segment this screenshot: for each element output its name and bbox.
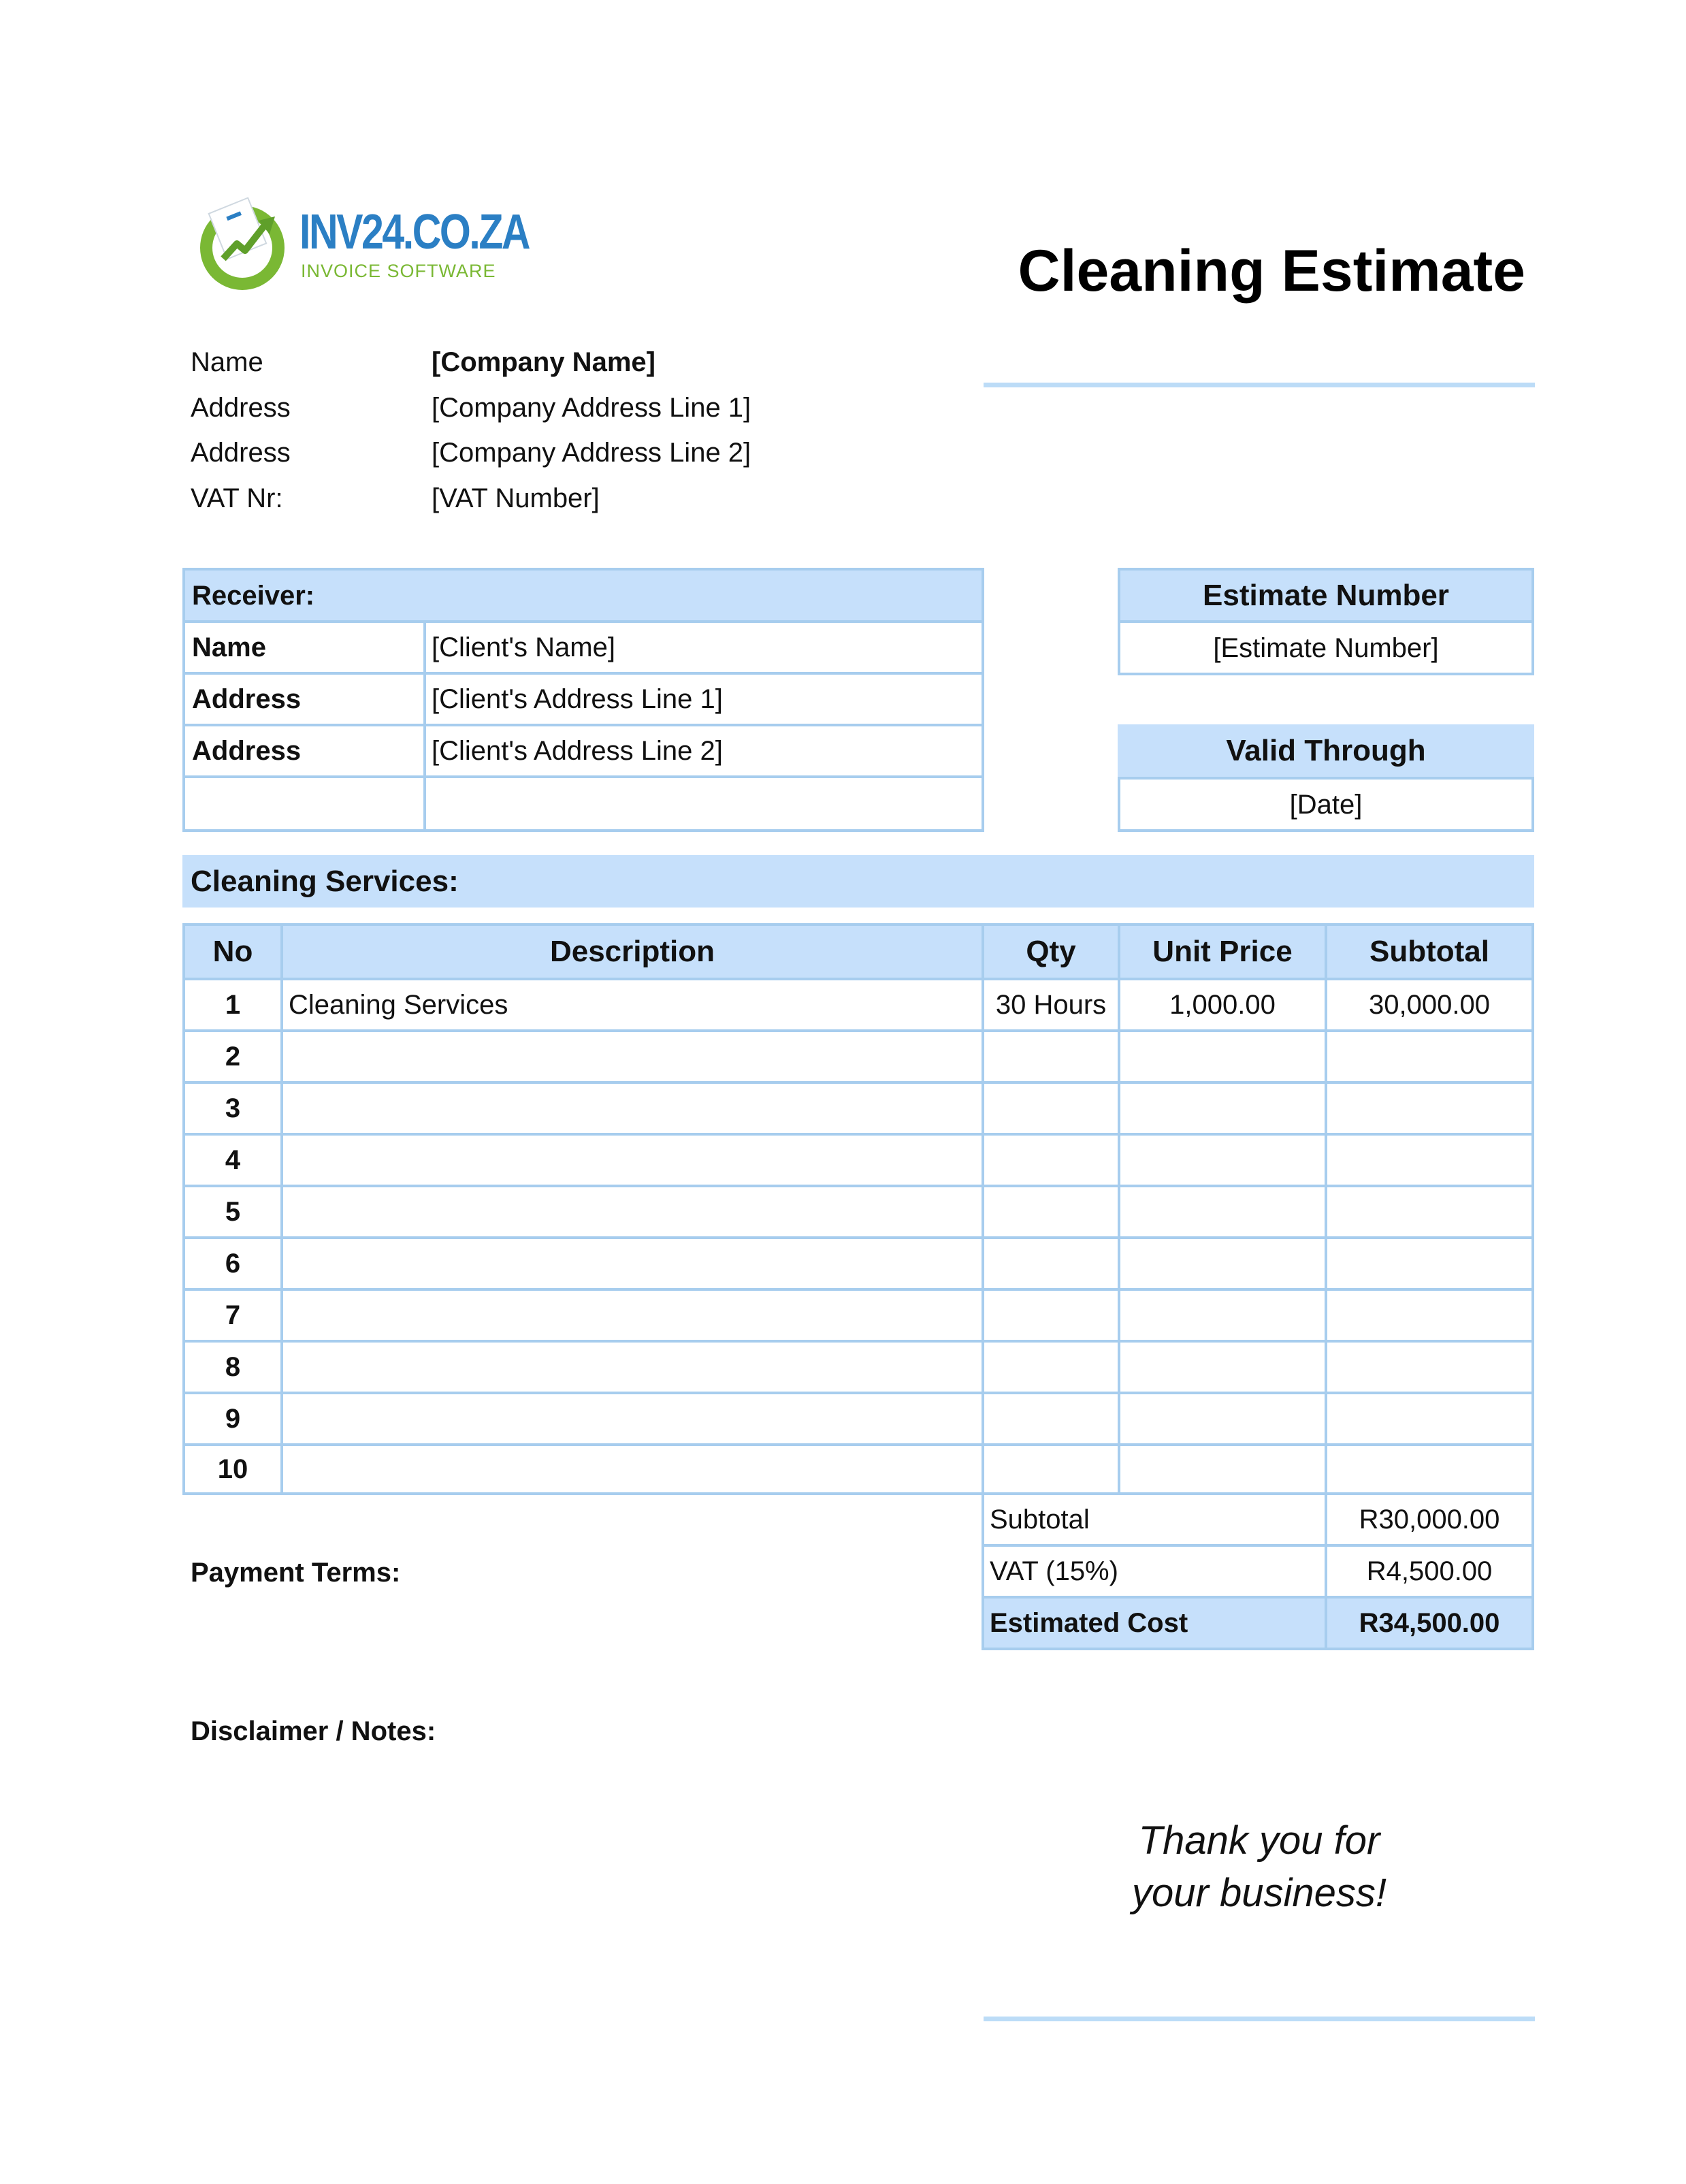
receiver-address2-label: Address <box>192 736 302 766</box>
company-address1-value: [Company Address Line 1] <box>432 393 751 423</box>
totals-estimated-cost-value: R34,500.00 <box>1359 1608 1500 1638</box>
valid-through-heading: Valid Through <box>1226 733 1426 767</box>
payment-terms-label: Payment Terms: <box>191 1558 401 1588</box>
table-row-no: 1 <box>225 990 241 1020</box>
table-row-no: 3 <box>225 1093 241 1123</box>
table-row-no: 2 <box>225 1042 241 1072</box>
table-row-no: 4 <box>225 1145 241 1175</box>
column-header-subtotal: Subtotal <box>1369 935 1489 968</box>
totals-estimated-cost-label: Estimated Cost <box>990 1608 1188 1638</box>
company-address2-label: Address <box>191 438 291 468</box>
company-name-value: [Company Name] <box>432 347 655 377</box>
notes-label: Disclaimer / Notes: <box>191 1716 436 1746</box>
table-row-no: 5 <box>225 1197 241 1227</box>
totals-vat-label: VAT (15%) <box>990 1556 1118 1586</box>
thank-you-line-1: Thank you for <box>1138 1818 1380 1863</box>
thank-you-line-2: your business! <box>1132 1871 1387 1916</box>
table-row-description: Cleaning Services <box>289 990 508 1020</box>
totals-subtotal-label: Subtotal <box>990 1505 1090 1535</box>
logo-tagline: INVOICE SOFTWARE <box>301 261 496 281</box>
signature-line <box>984 2017 1535 2021</box>
valid-through-value: [Date] <box>1289 789 1363 820</box>
receiver-heading: Receiver: <box>192 580 315 611</box>
receiver-table <box>182 568 984 832</box>
column-header-unit-price: Unit Price <box>1152 935 1293 968</box>
table-row-no: 8 <box>225 1352 241 1382</box>
services-heading-bar <box>182 855 1534 908</box>
receiver-address1-value: [Client's Address Line 1] <box>432 684 723 714</box>
company-vat-label: VAT Nr: <box>191 483 283 513</box>
company-vat-value: [VAT Number] <box>432 483 600 513</box>
table-row-no: 10 <box>217 1454 248 1484</box>
receiver-address2-value: [Client's Address Line 2] <box>432 736 723 766</box>
company-address2-value: [Company Address Line 2] <box>432 438 751 468</box>
column-header-qty: Qty <box>1026 935 1076 968</box>
services-heading: Cleaning Services: <box>191 864 459 898</box>
table-row-unit-price: 1,000.00 <box>1169 990 1276 1020</box>
estimate-number-heading: Estimate Number <box>1203 578 1449 612</box>
receiver-name-label: Name <box>192 632 266 662</box>
company-address1-label: Address <box>191 393 291 423</box>
column-header-no: No <box>212 935 253 968</box>
thank-you-message <box>984 1814 1535 1919</box>
table-row-subtotal: 30,000.00 <box>1369 990 1490 1020</box>
receiver-name-value: [Client's Name] <box>432 632 615 662</box>
logo-icon <box>196 196 291 291</box>
logo-name: INV24.CO.ZA <box>299 205 530 259</box>
totals-vat-value: R4,500.00 <box>1366 1556 1493 1586</box>
totals-subtotal-value: R30,000.00 <box>1359 1505 1500 1535</box>
table-row-no: 9 <box>225 1404 241 1434</box>
company-name-label: Name <box>191 347 263 377</box>
estimate-number-value: [Estimate Number] <box>1213 632 1439 663</box>
estimate-number-box <box>1118 568 1534 675</box>
title-divider <box>984 383 1535 387</box>
column-header-description: Description <box>549 935 715 968</box>
table-row-no: 7 <box>225 1300 241 1330</box>
receiver-address1-label: Address <box>192 684 302 714</box>
table-row-qty: 30 Hours <box>995 990 1107 1020</box>
table-row-no: 6 <box>225 1249 241 1279</box>
valid-through-box <box>1118 724 1534 832</box>
services-table <box>182 923 1534 1495</box>
totals-table <box>982 1492 1534 1650</box>
page-title: Cleaning Estimate <box>1018 238 1525 304</box>
